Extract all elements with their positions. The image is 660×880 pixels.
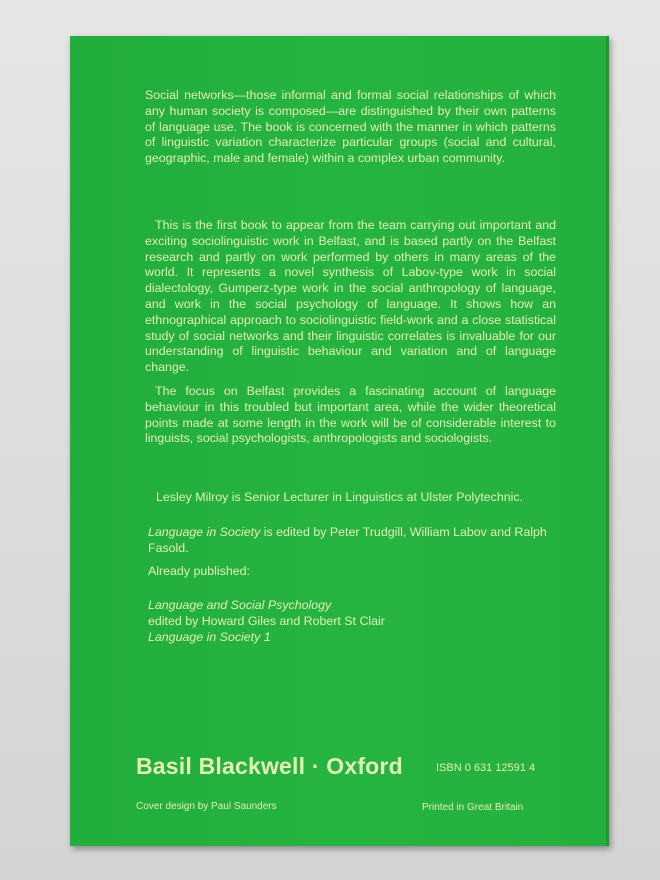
already-published-list: [148, 598, 548, 645]
series-note: [148, 525, 568, 557]
cover-design-credit: Cover design by Paul Saunders: [136, 801, 277, 812]
series-title: Language in Society: [148, 525, 261, 539]
blurb-paragraph-1: Social networks—those informal and formal social relationships of which any human society is composed—are distinguished by their own patterns of language use. The book is concerned with the manner in which patterns of linguistic variation characterize particular groups (social and cultural, geographic, male and female) within a complex urban community.: [145, 88, 556, 166]
printed-in: Printed in Great Britain: [422, 802, 524, 813]
author-note: Lesley Milroy is Senior Lecturer in Linguistics at Ulster Polytechnic.: [156, 490, 524, 504]
book-back-cover: [70, 36, 609, 846]
series-editors: is edited by Peter Trudgill, William Labov and Ralph Fasold.: [148, 525, 547, 555]
published-book-editors: edited by Howard Giles and Robert St Clair: [148, 613, 385, 628]
blurb-paragraph-2: This is the first book to appear from the team carrying out important and exciting sociolinguistic work in Belfast, and is based partly on the Belfast research and partly on work performed by others in many areas of the world. It represents a novel synthesis of Labov-type work in social dialectology, Gumperz-type work in the social anthropology of language, and work in the social psychology of language. It shows how an ethnographical approach to sociolinguistic field-work and a close statistical study of social networks and their linguistic correlates is invaluable for our understanding of linguistic behaviour and variation and of language change.: [145, 218, 556, 375]
publisher-name: Basil Blackwell · Oxford: [136, 753, 403, 779]
published-series-number: Language in Society 1: [148, 629, 271, 644]
already-published-heading: Already published:: [148, 564, 250, 578]
isbn: ISBN 0 631 12591 4: [436, 762, 536, 774]
published-book-title: Language and Social Psychology: [148, 598, 332, 612]
blurb-paragraph-3: The focus on Belfast provides a fascinating account of language behaviour in this troubled but important area, while the wider theoretical points made at some length in the work will be of considerable interest to linguists, social psychologists, anthropologists and sociologists.: [145, 384, 556, 446]
